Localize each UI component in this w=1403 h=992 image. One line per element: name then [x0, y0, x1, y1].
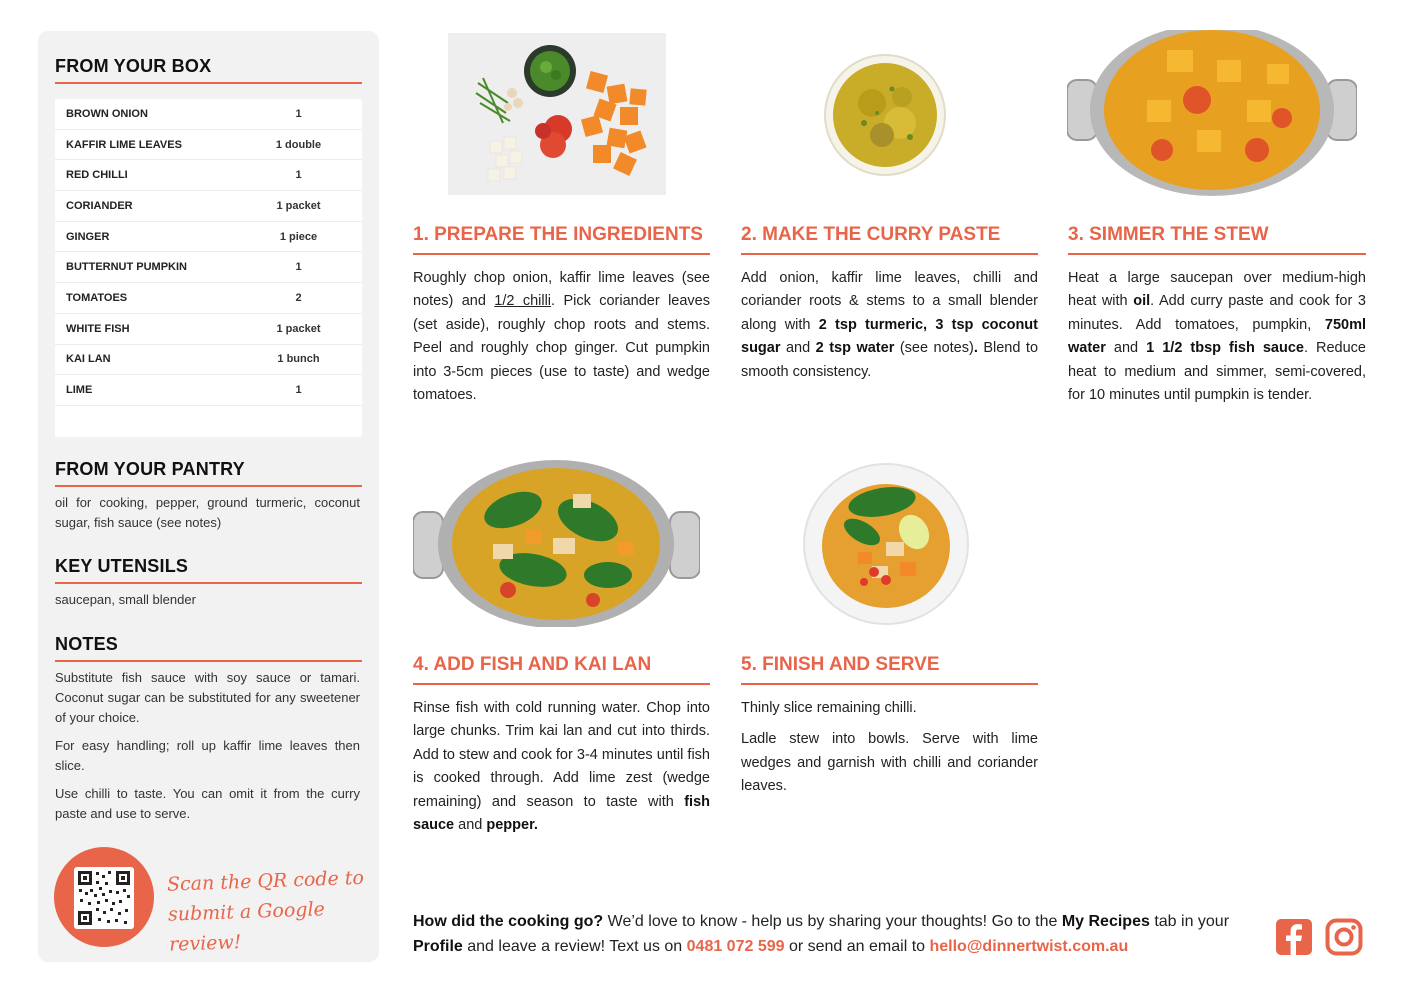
ingredient-qty: 1 packet — [276, 199, 321, 212]
ingredient-qty: 1 packet — [276, 322, 321, 335]
note-1: Substitute fish sauce with soy sauce or tamari. Coconut sugar can be substituted for any sweetener of your choice. — [55, 670, 360, 725]
step-text: Rinse fish with cold running water. Chop into large chunks. Trim kai lan and cut into thirds. Add to stew and cook for 3-4 minutes until fish is cooked through. Add lime zest (wedge remaining) and season to taste with — [413, 700, 710, 810]
phone-link[interactable]: 0481 072 599 — [686, 938, 785, 955]
ingredients-sidebar — [38, 31, 379, 962]
step-rule — [741, 683, 1038, 685]
ingredient-row — [55, 99, 362, 130]
step-rule — [413, 683, 710, 685]
instagram-icon[interactable] — [1325, 918, 1363, 956]
step-text: Heat a large saucepan over medium-high heat with — [1068, 270, 1366, 310]
step-1-body — [413, 267, 710, 407]
ingredient-row — [55, 375, 362, 406]
step-text-bold: 2 tsp water — [815, 340, 895, 357]
step-text: Blend to smooth consistency. — [741, 340, 1039, 380]
ingredient-name: RED CHILLI — [66, 169, 128, 182]
ingredient-name: GINGER — [66, 230, 110, 243]
from-your-pantry-heading: FROM YOUR PANTRY — [55, 459, 245, 479]
footer-text: or send an email to — [784, 938, 930, 955]
qr-badge — [54, 847, 154, 947]
ingredient-row — [55, 283, 362, 314]
heading-rule — [55, 82, 362, 84]
ingredient-qty: 1 double — [275, 138, 322, 151]
step-text-bold: 2 tsp turmeric, 3 tsp coconut sugar — [741, 316, 1038, 357]
utensils-text: saucepan, small blender — [55, 592, 196, 607]
ingredient-row — [55, 222, 362, 253]
my-recipes-link[interactable]: My Recipes — [1061, 913, 1150, 930]
step-text: and — [454, 817, 487, 834]
email-link[interactable]: hello@dinnertwist.com.au — [929, 938, 1129, 955]
stew-pot-photo — [1067, 30, 1357, 196]
ingredient-row — [55, 345, 362, 376]
ingredient-qty: 1 — [295, 107, 302, 120]
qr-code-icon[interactable] — [74, 867, 134, 929]
step-text: . Pick coriander leaves (set aside), roughly chop roots and stems. Peel and roughly chop ginger. Cut pumpkin into 3-5cm pieces (use to taste) and wedge tomatoes. — [413, 293, 710, 404]
step-text: and — [780, 340, 816, 357]
step-text: Roughly chop onion, kaffir lime leaves (see notes) and — [413, 270, 710, 310]
step-text-underlined: 1/2 chilli — [494, 293, 552, 310]
ingredient-name: KAI LAN — [66, 353, 111, 366]
ingredient-row — [55, 160, 362, 191]
heading-rule — [55, 485, 362, 487]
footer-text: We’d love to know - help us by sharing your thoughts! Go to the — [603, 913, 1062, 930]
ingredient-qty: 1 — [295, 169, 302, 182]
step-text-bold: 1 1/2 tbsp fish sauce — [1146, 340, 1304, 357]
note-2: For easy handling; roll up kaffir lime leaves then slice. — [55, 738, 360, 773]
qr-line-2: submit a Google review! — [167, 898, 326, 956]
feedback-footer — [413, 909, 1263, 959]
step-text: . Reduce heat to medium and simmer, semi-covered, for 10 minutes until pumpkin is tender. — [1068, 340, 1366, 404]
step-text-bold: pepper. — [486, 817, 538, 834]
notes-heading: NOTES — [55, 634, 119, 654]
profile-link[interactable]: Profile — [413, 938, 463, 955]
pantry-text: oil for cooking, pepper, ground turmeric, coconut sugar, fish sauce (see notes) — [55, 495, 360, 530]
step-5-body — [741, 697, 1038, 799]
footer-text: and leave a review! Text us on — [462, 938, 687, 955]
step-text: Add onion, kaffir lime leaves, chilli and coriander roots & stems to a small blender along with — [741, 270, 1038, 333]
ingredient-name: BROWN ONION — [66, 107, 148, 120]
footer-text: tab in your — [1149, 913, 1230, 930]
heading-rule — [55, 582, 362, 584]
step-5-paragraph-2: Ladle stew into bowls. Serve with lime wedges and garnish with chilli and coriander leaves. — [741, 731, 1038, 795]
ingredient-qty: 1 — [295, 384, 302, 397]
ingredient-name: TOMATOES — [66, 291, 128, 304]
step-3-body — [1068, 267, 1366, 407]
step-5-title: 5. FINISH AND SERVE — [741, 654, 940, 675]
step-text: and — [1105, 340, 1147, 357]
ingredient-qty: 1 bunch — [277, 353, 320, 366]
heading-rule — [55, 660, 362, 662]
qr-line-1: Scan the QR code to — [166, 866, 365, 896]
ingredient-name: CORIANDER — [66, 199, 133, 212]
key-utensils-heading: KEY UTENSILS — [55, 556, 189, 576]
ingredient-row — [55, 191, 362, 222]
step-4-title: 4. ADD FISH AND KAI LAN — [413, 654, 652, 675]
step-rule — [741, 253, 1038, 255]
note-3: Use chilli to taste. You can omit it from the curry paste and use to serve. — [55, 786, 360, 821]
step-text-bold: 750ml water — [1068, 316, 1366, 357]
step-3-title: 3. SIMMER THE STEW — [1068, 224, 1269, 245]
step-2-title: 2. MAKE THE CURRY PASTE — [741, 224, 1001, 245]
fish-kailan-pot-photo — [413, 460, 700, 627]
step-5-paragraph-1: Thinly slice remaining chilli. — [741, 700, 917, 716]
ingredient-name: KAFFIR LIME LEAVES — [66, 138, 182, 151]
step-text: (see notes) — [894, 340, 974, 357]
ingredient-name: WHITE FISH — [66, 322, 130, 335]
curry-paste-photo — [822, 53, 948, 177]
ingredients-photo — [448, 33, 666, 195]
step-rule — [1068, 253, 1366, 255]
step-rule — [413, 253, 710, 255]
box-ingredients-table — [55, 99, 362, 437]
ingredient-name: LIME — [66, 384, 93, 397]
footer-question: How did the cooking go? — [413, 913, 604, 930]
serving-bowl-photo — [802, 462, 970, 626]
from-your-box-heading: FROM YOUR BOX — [55, 56, 212, 76]
step-4-body — [413, 697, 710, 837]
step-text: . Add curry paste and cook for 3 minutes. Add tomatoes, pumpkin, — [1068, 293, 1366, 333]
step-text-bold: oil — [1133, 293, 1151, 310]
ingredient-qty: 1 — [295, 261, 302, 274]
ingredient-row — [55, 314, 362, 345]
ingredient-name: BUTTERNUT PUMPKIN — [66, 261, 187, 274]
step-2-body — [741, 267, 1038, 384]
step-text-bold: fish sauce — [413, 793, 710, 834]
step-text-bold: . — [973, 340, 978, 357]
qr-review-text — [166, 862, 380, 959]
ingredient-row — [55, 130, 362, 161]
step-1-title: 1. PREPARE THE INGREDIENTS — [413, 224, 703, 245]
ingredient-row — [55, 252, 362, 283]
ingredient-qty: 1 piece — [279, 230, 318, 243]
ingredient-qty: 2 — [295, 291, 302, 304]
facebook-icon[interactable] — [1275, 918, 1313, 956]
